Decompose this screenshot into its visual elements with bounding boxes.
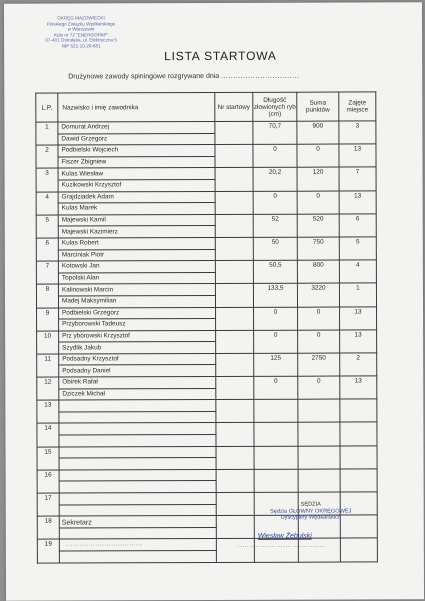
row-number: 14 bbox=[37, 423, 59, 446]
points-cell: 3220 bbox=[297, 283, 339, 306]
competitor-name: Fiszer Zbigniew bbox=[58, 156, 215, 168]
competitor-name: Marciniak Piotr bbox=[58, 249, 215, 261]
place-cell: 7 bbox=[339, 167, 376, 190]
competitor-name: Topolski Alan bbox=[58, 272, 215, 284]
fish-length-cell: 0 bbox=[254, 307, 298, 330]
judge-block bbox=[256, 501, 366, 521]
competitor-name: Przyborowski Tadeusz bbox=[59, 319, 216, 331]
competitor-name bbox=[59, 400, 216, 412]
row-number: 5 bbox=[36, 215, 58, 238]
start-number-cell bbox=[215, 214, 253, 237]
header-lp: L.P. bbox=[36, 93, 58, 122]
competitor-name: Podsadny Daniel bbox=[59, 365, 216, 377]
points-cell: 0 bbox=[297, 144, 339, 167]
place-cell bbox=[340, 469, 377, 492]
judge-signature: Wiesław Żebulski bbox=[257, 532, 312, 540]
place-cell bbox=[340, 446, 377, 469]
place-cell: 5 bbox=[339, 237, 376, 260]
competitor-name: Kuzikowski Krzysztof bbox=[58, 179, 215, 191]
place-cell: 13 bbox=[339, 144, 376, 167]
row-number: 13 bbox=[37, 400, 59, 423]
competitor-name: Madej Maksymilian bbox=[58, 295, 215, 307]
points-cell: 120 bbox=[297, 167, 339, 190]
row-number: 1 bbox=[36, 122, 58, 145]
place-cell: 1 bbox=[339, 283, 376, 306]
table-row bbox=[37, 446, 377, 459]
row-number: 4 bbox=[36, 192, 58, 215]
row-number: 17 bbox=[37, 493, 59, 516]
row-number: 15 bbox=[37, 447, 59, 470]
document-title: LISTA STARTOWA bbox=[164, 48, 277, 64]
secretary-signature-line: .................................. bbox=[65, 541, 143, 548]
row-number: 9 bbox=[37, 308, 59, 331]
start-number-cell bbox=[215, 121, 253, 144]
points-cell: 2750 bbox=[298, 353, 340, 376]
place-cell bbox=[340, 399, 377, 422]
place-cell: 3 bbox=[339, 121, 376, 144]
judge-stamp-line: Sędzia GŁÓWNY OKRĘGOWEJ bbox=[270, 508, 352, 515]
stamp-line: OKRĘG MAZOWIECKI bbox=[57, 15, 105, 21]
fish-length-cell bbox=[254, 446, 298, 469]
competitor-name: Kotowski Jan bbox=[58, 261, 215, 273]
stamp-line: NIP 521-10-20-661 bbox=[61, 43, 101, 49]
competitor-name: Szydlik Jakub bbox=[59, 342, 216, 354]
points-cell bbox=[298, 399, 340, 422]
competitor-name bbox=[59, 492, 216, 504]
points-cell: 0 bbox=[298, 307, 340, 330]
table-row bbox=[37, 376, 377, 389]
points-cell: 0 bbox=[298, 376, 340, 399]
fish-length-cell: 125 bbox=[254, 353, 298, 376]
competitor-name: Podbielski Grzegorz bbox=[59, 307, 216, 319]
start-number-cell bbox=[216, 376, 254, 399]
competitor-name bbox=[59, 423, 216, 435]
secretary-label: Sekretarz bbox=[61, 519, 92, 527]
competitor-name bbox=[59, 411, 216, 423]
competitor-name bbox=[59, 504, 216, 516]
competitor-name bbox=[59, 458, 216, 470]
competitor-name: Kalinowski Marcin bbox=[58, 284, 215, 296]
start-number-cell bbox=[215, 260, 253, 283]
place-cell: 6 bbox=[339, 214, 376, 237]
fish-length-cell: 50,5 bbox=[253, 260, 297, 283]
competitor-name bbox=[59, 481, 216, 493]
table-row bbox=[36, 260, 376, 273]
row-number: 19 bbox=[37, 539, 59, 562]
competitor-name: Kulas Wiesław bbox=[58, 168, 215, 180]
stamp-line: 07-401 Ostrołęka, ul. Ełektryczna 5 bbox=[45, 37, 117, 43]
fish-length-cell: 0 bbox=[254, 376, 298, 399]
competitor-name: Grajdziadek Adam bbox=[58, 191, 215, 203]
row-number: 12 bbox=[37, 377, 59, 400]
fish-length-cell: 0 bbox=[253, 144, 297, 167]
header-place: Zajęte miejsce bbox=[339, 92, 376, 121]
fish-length-cell: 0 bbox=[254, 330, 298, 353]
points-cell: 0 bbox=[298, 330, 340, 353]
table-row bbox=[37, 353, 377, 366]
table-row bbox=[36, 144, 376, 157]
points-cell: 750 bbox=[297, 237, 339, 260]
row-number: 7 bbox=[36, 261, 58, 284]
competitor-name: Dziczek Michał bbox=[59, 388, 216, 400]
competitor-name: Dawid Grzegorz bbox=[58, 133, 215, 145]
table-row bbox=[36, 121, 376, 134]
points-cell bbox=[298, 422, 340, 445]
document-sheet bbox=[4, 2, 424, 600]
header-points: Suma punktów bbox=[297, 92, 339, 121]
start-number-cell bbox=[216, 469, 254, 492]
start-number-cell bbox=[216, 400, 254, 423]
competitor-name bbox=[59, 550, 216, 562]
fish-length-cell: 0 bbox=[253, 191, 297, 214]
competitor-name bbox=[59, 527, 216, 539]
table-row bbox=[36, 190, 376, 203]
start-number-cell bbox=[216, 307, 254, 330]
stamp-line: Polskiego Związku Wędkarskiego bbox=[46, 20, 116, 27]
points-cell bbox=[298, 469, 340, 492]
document-subtitle bbox=[68, 73, 299, 81]
start-number-cell bbox=[216, 423, 254, 446]
fish-length-cell bbox=[254, 423, 298, 446]
table-row bbox=[37, 469, 377, 482]
place-cell: 13 bbox=[340, 376, 377, 399]
stamp-line: Koło nr 72 "ENERGOPAP" bbox=[53, 32, 109, 38]
fish-length-cell: 52 bbox=[253, 214, 297, 237]
points-cell: 0 bbox=[297, 191, 339, 214]
competitor-name: Obirek Rafał bbox=[59, 377, 216, 389]
judge-stamp-line: Dyscypliny Wędkarskich bbox=[280, 514, 341, 521]
place-cell: 13 bbox=[339, 190, 376, 213]
row-number: 8 bbox=[36, 284, 58, 307]
judge-label: SĘDZIA bbox=[300, 501, 321, 508]
table-row bbox=[36, 283, 376, 296]
row-number: 3 bbox=[36, 168, 58, 191]
competitor-name: Majewski Kazimierz bbox=[58, 226, 215, 238]
competitor-name bbox=[59, 446, 216, 458]
row-number: 2 bbox=[36, 145, 58, 168]
fish-length-cell: 50 bbox=[253, 237, 297, 260]
table-row bbox=[37, 306, 377, 319]
start-number-cell bbox=[215, 237, 253, 260]
table-row bbox=[37, 422, 377, 435]
fish-length-cell bbox=[254, 469, 298, 492]
place-cell: 2 bbox=[340, 353, 377, 376]
competitor-name: Domurat Andrzej bbox=[58, 121, 215, 133]
competitor-name: Podbielski Wojciech bbox=[58, 145, 215, 157]
header-name: Nazwisko i imię zawodnika bbox=[58, 92, 215, 122]
start-number-cell bbox=[216, 516, 254, 539]
fish-length-cell: 20,2 bbox=[253, 168, 297, 191]
table-row bbox=[36, 167, 376, 180]
start-number-cell bbox=[216, 446, 254, 469]
row-number: 18 bbox=[37, 516, 59, 539]
start-number-cell bbox=[215, 145, 253, 168]
row-number: 16 bbox=[37, 470, 59, 493]
points-cell: 520 bbox=[297, 214, 339, 237]
header-start-number: Nr startowy bbox=[215, 92, 253, 121]
judge-signature-line: ....................................... bbox=[237, 542, 327, 549]
row-number: 6 bbox=[36, 238, 58, 261]
start-number-cell bbox=[215, 168, 253, 191]
place-cell: 13 bbox=[340, 306, 377, 329]
competitor-name: Kulas Robert bbox=[58, 237, 215, 249]
club-stamp bbox=[22, 15, 140, 49]
competitor-name: Podsadny Krzysztof bbox=[59, 353, 216, 365]
points-cell bbox=[298, 446, 340, 469]
table-row bbox=[37, 330, 377, 343]
place-cell: 13 bbox=[340, 330, 377, 353]
place-cell bbox=[340, 422, 377, 445]
table-row bbox=[37, 399, 377, 412]
points-cell: 800 bbox=[297, 260, 339, 283]
table-header-row bbox=[36, 92, 376, 122]
start-number-cell bbox=[215, 191, 253, 214]
header-fish-length: Długość złowionych ryb (cm) bbox=[253, 92, 297, 121]
start-number-cell bbox=[216, 492, 254, 515]
subtitle-text: Drużynowe zawody spiningowe rozgrywane dnia bbox=[68, 72, 220, 81]
start-number-cell bbox=[216, 330, 254, 353]
start-list-table bbox=[35, 91, 378, 563]
table-row bbox=[36, 214, 376, 227]
fish-length-cell bbox=[254, 399, 298, 422]
start-number-cell bbox=[216, 353, 254, 376]
start-number-cell bbox=[215, 284, 253, 307]
competitor-name: Majewski Kamil bbox=[58, 214, 215, 226]
competitor-name bbox=[59, 435, 216, 447]
stamp-line: w Warszawie bbox=[67, 26, 95, 32]
subtitle-dots: ................................ bbox=[221, 72, 300, 80]
points-cell: 900 bbox=[297, 121, 339, 144]
place-cell: 4 bbox=[339, 260, 376, 283]
fish-length-cell: 133,5 bbox=[253, 284, 297, 307]
competitor-name bbox=[59, 469, 216, 481]
place-cell bbox=[340, 538, 377, 561]
competitor-name: Prz yborowski Krzysztof bbox=[59, 330, 216, 342]
row-number: 10 bbox=[37, 331, 59, 354]
fish-length-cell: 70,7 bbox=[253, 121, 297, 144]
table-row bbox=[36, 237, 376, 250]
competitor-name: Kulas Marek bbox=[58, 203, 215, 215]
row-number: 11 bbox=[37, 354, 59, 377]
